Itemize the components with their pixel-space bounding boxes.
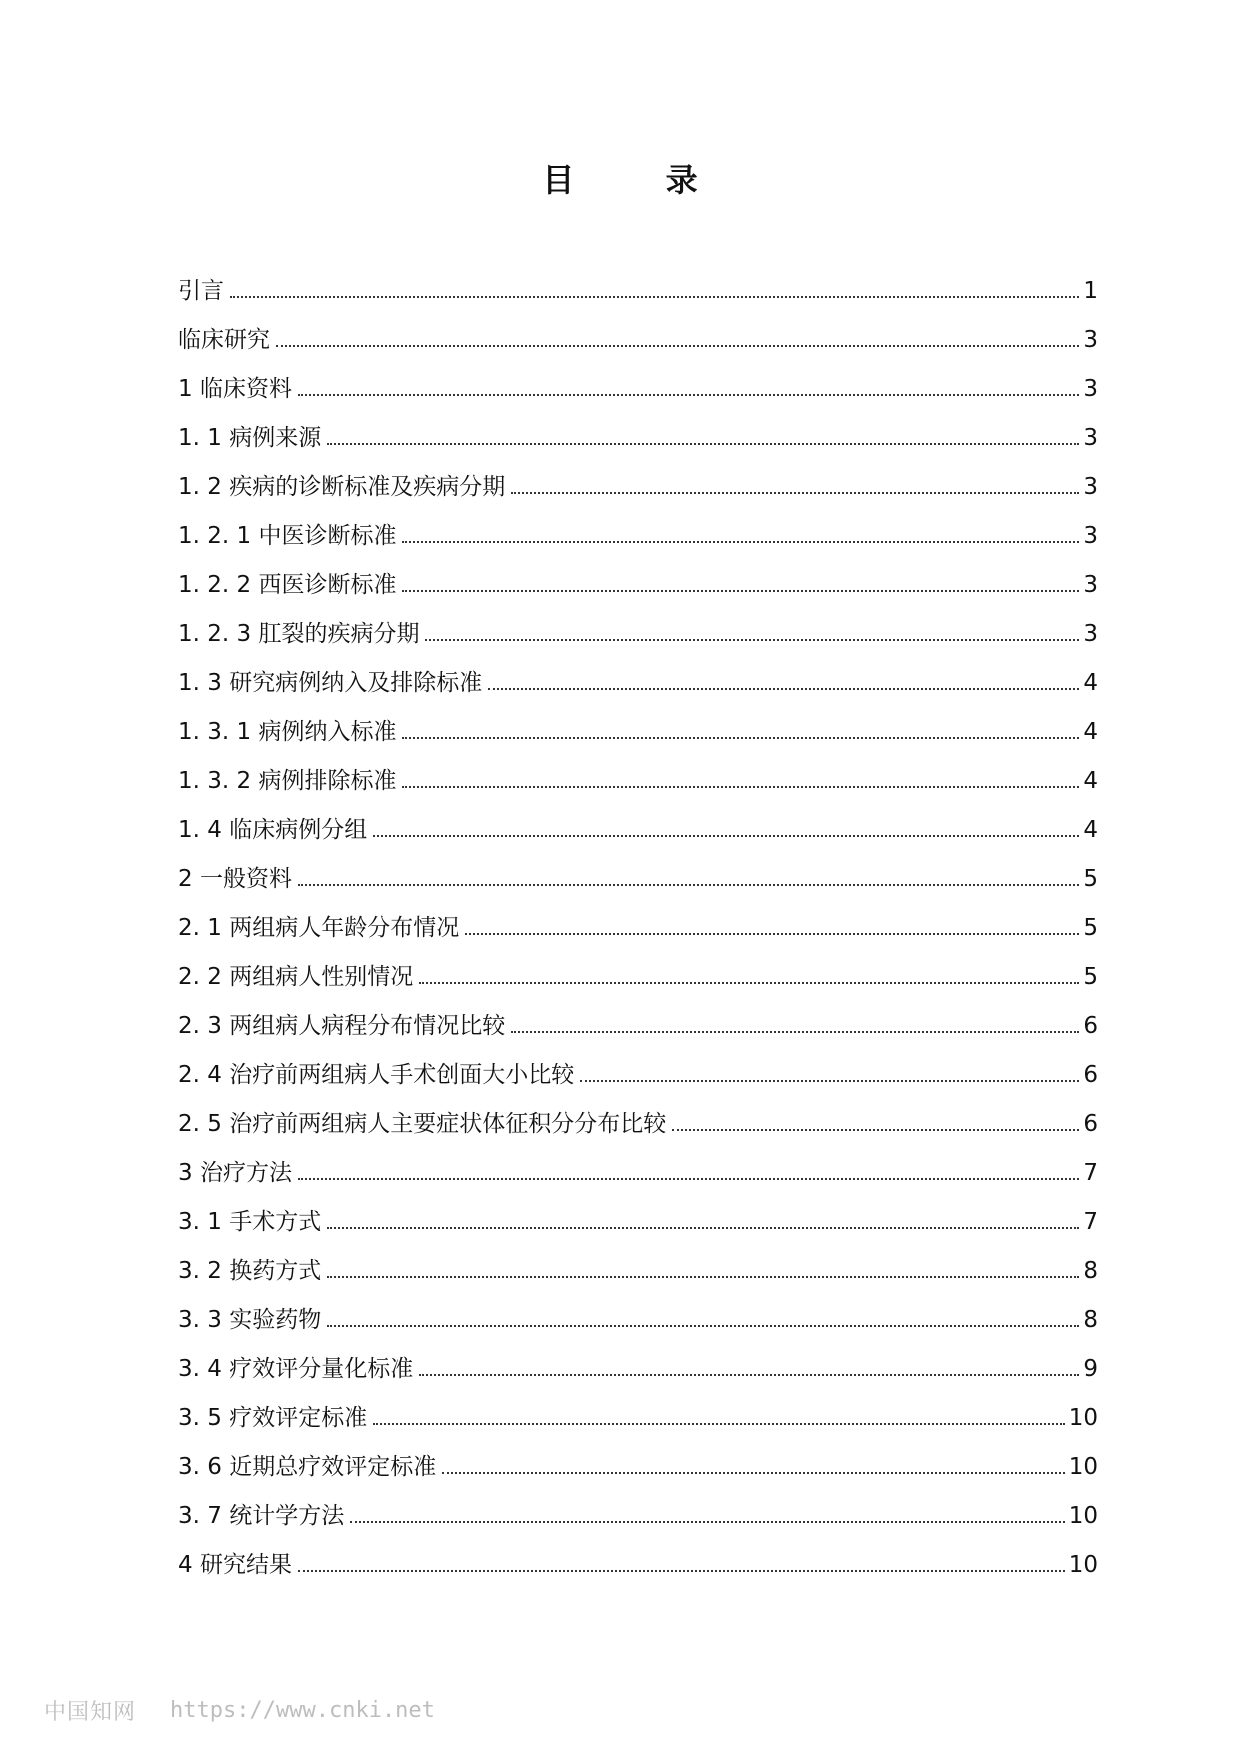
toc-page-number: 9 <box>1083 1356 1098 1382</box>
toc-entry-label: 引言 <box>178 278 224 304</box>
toc-entry[interactable] <box>178 1403 1098 1452</box>
toc-entry[interactable] <box>178 864 1098 913</box>
toc-page-number: 8 <box>1083 1258 1098 1284</box>
toc-entry-label: 1. 3 研究病例纳入及排除标准 <box>178 670 483 696</box>
toc-dot-leader <box>298 1570 1065 1572</box>
toc-dot-leader <box>402 737 1079 739</box>
toc-entry[interactable] <box>178 1158 1098 1207</box>
toc-dot-leader <box>419 1374 1079 1376</box>
page-title: 目 录 <box>542 161 738 199</box>
toc-entry[interactable] <box>178 276 1098 325</box>
watermark-url: https://www.cnki.net <box>170 1697 435 1723</box>
toc-entry-label: 3. 1 手术方式 <box>178 1209 322 1235</box>
toc-page-number: 4 <box>1083 768 1098 794</box>
toc-entry-label: 临床研究 <box>178 327 270 353</box>
toc-page-number: 6 <box>1083 1111 1098 1137</box>
toc-page-number: 5 <box>1083 964 1098 990</box>
toc-entry[interactable] <box>178 913 1098 962</box>
toc-page-number: 1 <box>1083 278 1098 304</box>
toc-entry[interactable] <box>178 374 1098 423</box>
toc-entry[interactable] <box>178 1501 1098 1550</box>
toc-entry-label: 1. 3. 1 病例纳入标准 <box>178 719 397 745</box>
toc-entry[interactable] <box>178 1207 1098 1256</box>
toc-page-number: 7 <box>1083 1160 1098 1186</box>
cnki-watermark <box>44 1693 435 1727</box>
toc-dot-leader <box>298 394 1079 396</box>
toc-dot-leader <box>276 345 1079 347</box>
toc-entry[interactable] <box>178 815 1098 864</box>
toc-entry[interactable] <box>178 325 1098 374</box>
toc-entry[interactable] <box>178 423 1098 472</box>
toc-dot-leader <box>373 1423 1065 1425</box>
table-of-contents <box>178 276 1098 1599</box>
toc-entry[interactable] <box>178 1305 1098 1354</box>
toc-entry-label: 3. 5 疗效评定标准 <box>178 1405 368 1431</box>
toc-entry[interactable] <box>178 1256 1098 1305</box>
toc-page-number: 3 <box>1083 572 1098 598</box>
toc-page-number: 4 <box>1083 670 1098 696</box>
toc-dot-leader <box>402 590 1079 592</box>
toc-dot-leader <box>298 884 1079 886</box>
toc-entry[interactable] <box>178 1109 1098 1158</box>
toc-dot-leader <box>425 639 1079 641</box>
toc-dot-leader <box>580 1080 1079 1082</box>
toc-entry-label: 1. 3. 2 病例排除标准 <box>178 768 397 794</box>
toc-entry[interactable] <box>178 1550 1098 1599</box>
toc-dot-leader <box>511 492 1079 494</box>
toc-page-number: 5 <box>1083 866 1098 892</box>
toc-page-number: 10 <box>1068 1503 1098 1529</box>
toc-dot-leader <box>402 786 1079 788</box>
toc-entry[interactable] <box>178 1354 1098 1403</box>
toc-entry-label: 1 临床资料 <box>178 376 292 402</box>
toc-entry[interactable] <box>178 1011 1098 1060</box>
toc-entry-label: 2 一般资料 <box>178 866 292 892</box>
toc-entry-label: 2. 5 治疗前两组病人主要症状体征积分分布比较 <box>178 1111 667 1137</box>
toc-entry-label: 1. 2. 2 西医诊断标准 <box>178 572 397 598</box>
toc-entry[interactable] <box>178 766 1098 815</box>
toc-entry[interactable] <box>178 1452 1098 1501</box>
toc-page-number: 4 <box>1083 719 1098 745</box>
toc-entry[interactable] <box>178 962 1098 1011</box>
toc-entry[interactable] <box>178 717 1098 766</box>
toc-page-number: 10 <box>1068 1405 1098 1431</box>
toc-page-number: 3 <box>1083 474 1098 500</box>
toc-entry-label: 2. 2 两组病人性别情况 <box>178 964 414 990</box>
toc-page-number: 4 <box>1083 817 1098 843</box>
toc-entry-label: 1. 2. 3 肛裂的疾病分期 <box>178 621 420 647</box>
toc-page-number: 8 <box>1083 1307 1098 1333</box>
toc-page-number: 3 <box>1083 425 1098 451</box>
toc-entry-label: 1. 2. 1 中医诊断标准 <box>178 523 397 549</box>
toc-entry[interactable] <box>178 619 1098 668</box>
toc-entry[interactable] <box>178 521 1098 570</box>
toc-dot-leader <box>465 933 1079 935</box>
toc-dot-leader <box>327 1227 1079 1229</box>
toc-entry-label: 2. 3 两组病人病程分布情况比较 <box>178 1013 506 1039</box>
cnki-logo: 中国知网 <box>44 1699 137 1725</box>
toc-entry-label: 1. 2 疾病的诊断标准及疾病分期 <box>178 474 506 500</box>
toc-dot-leader <box>419 982 1079 984</box>
toc-dot-leader <box>488 688 1079 690</box>
toc-page-number: 7 <box>1083 1209 1098 1235</box>
toc-dot-leader <box>327 1276 1079 1278</box>
toc-entry-label: 2. 1 两组病人年龄分布情况 <box>178 915 460 941</box>
toc-dot-leader <box>442 1472 1065 1474</box>
toc-entry[interactable] <box>178 1060 1098 1109</box>
toc-dot-leader <box>230 296 1079 298</box>
toc-entry-label: 3. 2 换药方式 <box>178 1258 322 1284</box>
toc-dot-leader <box>511 1031 1079 1033</box>
toc-page-number: 5 <box>1083 915 1098 941</box>
toc-page-number: 6 <box>1083 1062 1098 1088</box>
toc-dot-leader <box>402 541 1079 543</box>
toc-entry-label: 3. 3 实验药物 <box>178 1307 322 1333</box>
toc-dot-leader <box>298 1178 1079 1180</box>
toc-entry[interactable] <box>178 570 1098 619</box>
toc-dot-leader <box>350 1521 1065 1523</box>
toc-dot-leader <box>327 1325 1079 1327</box>
toc-dot-leader <box>373 835 1079 837</box>
toc-page-number: 3 <box>1083 523 1098 549</box>
toc-entry-label: 3. 7 统计学方法 <box>178 1503 345 1529</box>
toc-page-number: 3 <box>1083 327 1098 353</box>
toc-entry-label: 4 研究结果 <box>178 1552 292 1578</box>
toc-entry-label: 3. 6 近期总疗效评定标准 <box>178 1454 437 1480</box>
toc-page-number: 3 <box>1083 376 1098 402</box>
toc-page-number: 10 <box>1068 1552 1098 1578</box>
toc-entry-label: 3. 4 疗效评分量化标准 <box>178 1356 414 1382</box>
toc-entry[interactable] <box>178 668 1098 717</box>
toc-page-number: 10 <box>1068 1454 1098 1480</box>
toc-entry-label: 1. 1 病例来源 <box>178 425 322 451</box>
toc-page-number: 3 <box>1083 621 1098 647</box>
toc-dot-leader <box>327 443 1079 445</box>
toc-entry[interactable] <box>178 472 1098 521</box>
toc-page-number: 6 <box>1083 1013 1098 1039</box>
toc-entry-label: 3 治疗方法 <box>178 1160 292 1186</box>
toc-entry-label: 2. 4 治疗前两组病人手术创面大小比较 <box>178 1062 575 1088</box>
toc-dot-leader <box>672 1129 1079 1131</box>
toc-entry-label: 1. 4 临床病例分组 <box>178 817 368 843</box>
